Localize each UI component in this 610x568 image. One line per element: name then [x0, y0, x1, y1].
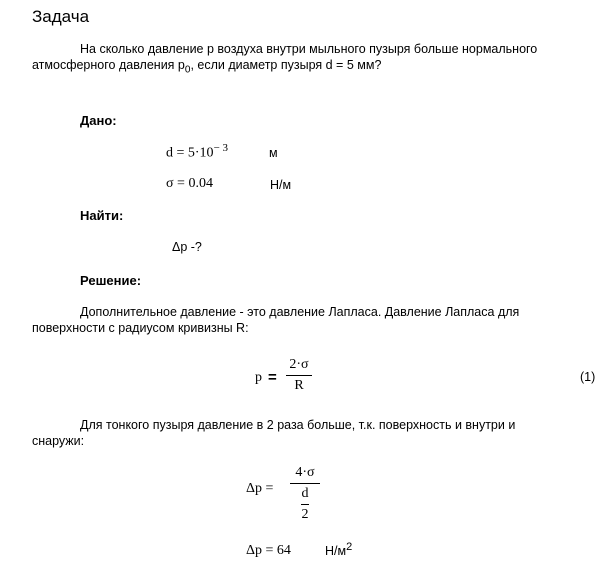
d-unit: м [269, 146, 278, 160]
equation-number: (1) [580, 370, 596, 384]
solution-para1-line1: Дополнительное давление - это давление Лапласа. Давление Лапласа для [80, 305, 520, 319]
solution-para1-line2: поверхности с радиусом кривизны R: [32, 321, 249, 335]
problem-line-2 [32, 58, 381, 76]
solution-para2-line2: снаружи: [32, 434, 85, 448]
find-heading: Найти: [80, 208, 124, 223]
d-expression: d = 5·10 [166, 145, 214, 161]
eq2-fraction [290, 465, 320, 523]
problem-line-1: На сколько давление p воздуха внутри мыльного пузыря больше нормального [80, 42, 538, 56]
sigma-unit: Н/м [270, 178, 292, 192]
result-expression: Δp = 64 [246, 543, 291, 558]
page-title: Задача [32, 7, 90, 26]
problem-text: атмосферного давления p [32, 58, 185, 72]
inner-fraction-bar [301, 504, 309, 505]
result-unit [325, 541, 352, 558]
numerator: 4·σ [295, 465, 315, 480]
exponent: 2 [346, 541, 353, 553]
find-expression: Δp -? [172, 240, 202, 254]
unit: Н/м [325, 544, 347, 559]
problem-text: , если диаметр пузыря d = 5 мм? [190, 58, 382, 72]
inner-numerator: d [301, 486, 309, 501]
eq1-lhs: p [255, 370, 262, 385]
solution-para2-line1: Для тонкого пузыря давление в 2 раза больше, т.к. поверхность и внутри и [80, 418, 516, 432]
subscript: 0 [184, 64, 191, 76]
denominator: R [294, 378, 304, 393]
eq1-equals: = [268, 369, 277, 386]
given-d [166, 142, 228, 162]
given-heading: Дано: [80, 113, 117, 128]
numerator: 2·σ [289, 357, 309, 372]
inner-denominator: 2 [301, 507, 309, 522]
exponent: − 3 [213, 142, 229, 154]
solution-heading: Решение: [80, 273, 142, 288]
fraction-bar [286, 375, 312, 376]
eq1-fraction [286, 357, 312, 394]
given-sigma: σ = 0.04 [166, 176, 213, 191]
fraction-bar [290, 483, 320, 484]
eq2-lhs: Δp = [246, 481, 274, 496]
